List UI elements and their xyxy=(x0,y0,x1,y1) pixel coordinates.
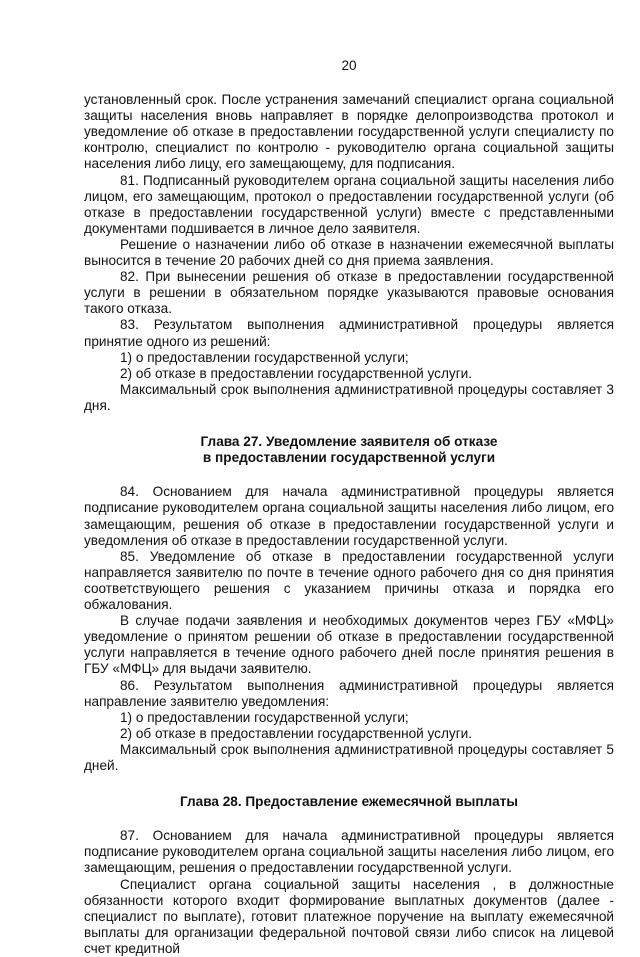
chapter-heading-line: Глава 28. Предоставление ежемесячной выплаты xyxy=(179,794,518,810)
paragraph: Максимальный срок выполнения административной процедуры составляет 3 дня. xyxy=(84,381,614,413)
spacer xyxy=(84,466,614,484)
list-item: 1) о предоставлении государственной услуги; xyxy=(120,349,409,365)
list-item: 2) об отказе в предоставлении государственной услуги. xyxy=(120,725,473,741)
spacer xyxy=(84,810,614,828)
paragraph: 87. Основанием для начала административной процедуры является подписание руководителем органа социальной защиты населения либо лицом, его замещающим, решения о предоставлении государственной услуги. xyxy=(84,828,614,876)
document-page xyxy=(84,58,614,957)
page-number: 20 xyxy=(341,58,357,73)
paragraph: 85. Уведомление об отказе в предоставлении государственной услуги направляется заявителю по почте в течение одного рабочего дня со дня принятия соответствующего решения с указанием причины отказа и порядка его обжалования. xyxy=(84,548,614,613)
paragraph: установленный срок. После устранения замечаний специалист органа социальной защиты населения вновь направляет в порядке делопроизводства протокол и уведомление об отказе в предоставлении государственной услуги специалисту по контролю, специалист по контролю - руководителю органа социальной защиты населения либо лицу, его замещающему, для подписания. xyxy=(84,92,614,172)
paragraph: 82. При вынесении решения об отказе в предоставлении государственной услуги в решении в обязательном порядке указываются правовые основания такого отказа. xyxy=(84,269,614,317)
paragraph: Специалист органа социальной защиты населения , в должностные обязанности которого входит формирование выплатных документов (далее - специалист по выплате), готовит платежное поручение на выплату ежемесячной выплаты для организации федеральной почтовой связи либо список на лицевой счет кредитной xyxy=(84,876,614,956)
paragraph: Максимальный срок выполнения административной процедуры составляет 5 дней. xyxy=(84,741,614,773)
paragraph: Решение о назначении либо об отказе в назначении ежемесячной выплаты выносится в течение 20 рабочих дней со дня приема заявления. xyxy=(84,236,614,269)
chapter-heading-28 xyxy=(84,794,614,810)
paragraph: В случае подачи заявления и необходимых документов через ГБУ «МФЦ» уведомление о принятом решении об отказе в предоставлении государственной услуги направляется в течение одного рабочего дней после принятия решения в ГБУ «МФЦ» для выдачи заявителю. xyxy=(84,613,614,677)
chapter-heading-line: в предоставлении государственной услуги xyxy=(202,450,496,466)
section-procedure-continuation xyxy=(84,92,614,414)
paragraph: 86. Результатом выполнения административной процедуры является направление заявителю уведомления: xyxy=(84,677,614,709)
paragraph: 81. Подписанный руководителем органа социальной защиты населения либо лицом, его замещающим, протокол о предоставлении государственной услуги (об отказе в предоставлении государственной услуги) вместе с представленными документами подшивается в личное дело заявителя. xyxy=(84,172,614,236)
list-item: 1) о предоставлении государственной услуги; xyxy=(120,709,409,725)
paragraph: 83. Результатом выполнения административной процедуры является принятие одного из решений: xyxy=(84,317,614,349)
section-chapter-27 xyxy=(84,484,614,774)
section-chapter-28 xyxy=(84,828,614,957)
chapter-heading-27 xyxy=(84,434,614,466)
paragraph: 84. Основанием для начала административной процедуры является подписание руководителем органа социальной защиты населения либо лицом, его замещающим, решения об отказе в предоставлении государственной услуги и уведомления об отказе в предоставлении государственной услуги. xyxy=(84,484,614,548)
list-item: 2) об отказе в предоставлении государственной услуги. xyxy=(120,365,473,381)
chapter-heading-line: Глава 27. Уведомление заявителя об отказе xyxy=(200,433,498,449)
